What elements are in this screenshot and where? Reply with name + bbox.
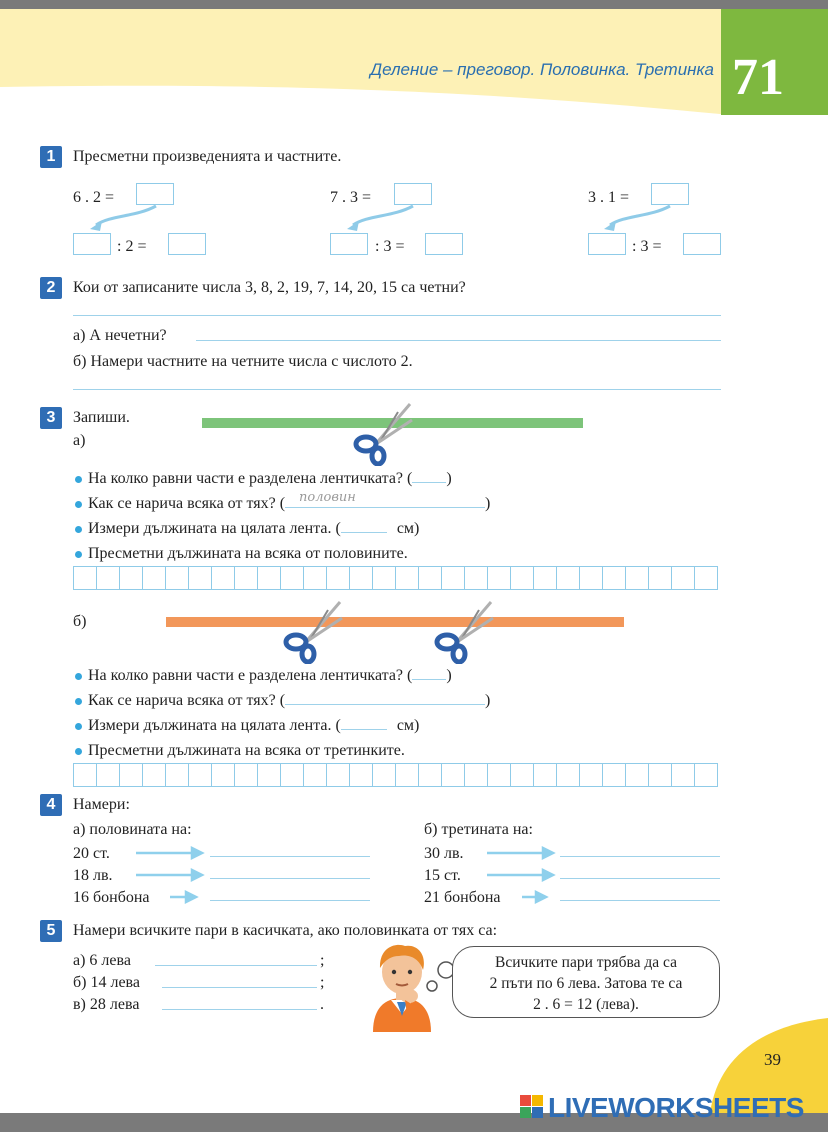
t3b-q2-blank[interactable] [285, 691, 485, 705]
t3a-q1-blank[interactable] [412, 469, 446, 483]
t3a-q1: На колко равни части е разделена лентичката? ( ) [88, 470, 452, 487]
scissors-icon [352, 402, 414, 466]
t4-left-heading: а) половината на: [73, 821, 192, 838]
grid-cell[interactable] [120, 566, 143, 590]
grid-cell[interactable] [419, 566, 442, 590]
t5-item-c-end: . [320, 996, 324, 1013]
t1-g3-arrow-icon [600, 203, 680, 233]
t1-g2-product-box[interactable] [394, 183, 432, 205]
task-2-badge: 2 [40, 277, 62, 299]
t4-left-answer-line[interactable] [210, 856, 370, 857]
t1-g3-dividend-box[interactable] [588, 233, 626, 255]
bullet-dot [75, 501, 82, 508]
t3a-q4: Пресметни дължината на всяка от половините. [88, 545, 408, 562]
grid-cell[interactable] [235, 566, 258, 590]
t3b-q2: Как се нарича всяка от тях? ( ) [88, 692, 491, 709]
grid-cell[interactable] [442, 566, 465, 590]
t3b-answer-grid[interactable] [73, 763, 718, 787]
bullet-dot [75, 698, 82, 705]
grid-cell[interactable] [327, 763, 350, 787]
t3b-q1-blank[interactable] [412, 666, 446, 680]
t3b-q3-blank[interactable] [341, 716, 387, 730]
t1-g2-quotient-box[interactable] [425, 233, 463, 255]
t1-g3-bottom-op: : 3 = [632, 238, 662, 255]
grid-cell[interactable] [143, 566, 166, 590]
grid-cell[interactable] [327, 566, 350, 590]
grid-cell[interactable] [557, 566, 580, 590]
t5-answer-line-b[interactable] [162, 987, 317, 988]
task-1-instruction: Пресметни произведенията и частните. [73, 148, 342, 165]
grid-cell[interactable] [695, 566, 718, 590]
t4-right-item: 15 ст. [424, 867, 461, 884]
task-5-badge: 5 [40, 920, 62, 942]
t5-item-b-end: ; [320, 974, 325, 991]
grid-cell[interactable] [350, 763, 373, 787]
grid-cell[interactable] [143, 763, 166, 787]
grid-cell[interactable] [649, 763, 672, 787]
top-bar [0, 0, 828, 9]
t4-left-answer-line[interactable] [210, 878, 370, 879]
lesson-number: 71 [732, 49, 784, 106]
t3-part-b-label: б) [73, 613, 87, 630]
task-3-instruction: Запиши. [73, 409, 130, 426]
t1-g1-bottom-op: : 2 = [117, 238, 147, 255]
t5-item-a-end: ; [320, 952, 325, 969]
grid-cell[interactable] [603, 566, 626, 590]
liveworksheets-logo-text[interactable]: LIVEWORKSHEETS [548, 1092, 804, 1123]
grid-cell[interactable] [212, 763, 235, 787]
page-number: 39 [764, 1050, 781, 1069]
t2-even-answer-line[interactable] [73, 315, 721, 316]
t4-right-item: 21 бонбона [424, 889, 501, 906]
grid-cell[interactable] [534, 763, 557, 787]
grid-cell[interactable] [649, 566, 672, 590]
grid-cell[interactable] [695, 763, 718, 787]
grid-cell[interactable] [511, 763, 534, 787]
orange-strip [166, 617, 624, 627]
bubble-line: 2 пъти по 6 лева. Затова те са [489, 975, 683, 992]
task-3-badge: 3 [40, 407, 62, 429]
grid-cell[interactable] [396, 566, 419, 590]
t4-right-answer-line[interactable] [560, 900, 720, 901]
t3-part-a-label: а) [73, 432, 86, 449]
t2-quotients-answer-line[interactable] [73, 389, 721, 390]
t1-g1-product-box[interactable] [136, 183, 174, 205]
thought-bubble [452, 946, 720, 1018]
grid-cell[interactable] [189, 763, 212, 787]
grid-cell[interactable] [166, 763, 189, 787]
grid-cell[interactable] [396, 763, 419, 787]
grid-cell[interactable] [97, 763, 120, 787]
t1-g2-bottom-op: : 3 = [375, 238, 405, 255]
t3a-q2-blank[interactable] [285, 490, 485, 508]
scissors-icon [433, 600, 495, 664]
t1-g2-dividend-box[interactable] [330, 233, 368, 255]
t3a-q3: Измери дължината на цялата лента. ( см) [88, 520, 420, 537]
grid-cell[interactable] [626, 566, 649, 590]
grid-cell[interactable] [534, 566, 557, 590]
t1-g2-top-expr: 7 . 3 = [330, 189, 372, 206]
grid-cell[interactable] [672, 763, 695, 787]
task-4-instruction: Намери: [73, 796, 130, 813]
t2-b-label: б) Намери частните на четните числа с числото 2. [73, 353, 413, 370]
bullet-dot [75, 748, 82, 755]
t4-right-item: 30 лв. [424, 845, 464, 862]
task-4-badge: 4 [40, 794, 62, 816]
scissors-icon [282, 600, 344, 664]
t5-answer-line-a[interactable] [155, 965, 317, 966]
grid-cell[interactable] [74, 566, 97, 590]
t5-item-b: б) 14 лева [73, 974, 140, 991]
grid-cell[interactable] [74, 763, 97, 787]
t2-a-label: а) А нечетни? [73, 327, 167, 344]
t2-odd-answer-line[interactable] [196, 340, 721, 341]
t4-left-answer-line[interactable] [210, 900, 370, 901]
grid-cell[interactable] [442, 763, 465, 787]
grid-cell[interactable] [626, 763, 649, 787]
grid-cell[interactable] [235, 763, 258, 787]
grid-cell[interactable] [580, 566, 603, 590]
grid-cell[interactable] [120, 763, 143, 787]
t5-answer-line-c[interactable] [162, 1009, 317, 1010]
grid-cell[interactable] [304, 763, 327, 787]
grid-cell[interactable] [672, 566, 695, 590]
grid-cell[interactable] [304, 566, 327, 590]
grid-cell[interactable] [465, 763, 488, 787]
task-2-question: Кои от записаните числа 3, 8, 2, 19, 7, 14, 20, 15 са четни? [73, 279, 466, 296]
grid-cell[interactable] [373, 763, 396, 787]
t1-g3-top-expr: 3 . 1 = [588, 189, 630, 206]
t3a-answer-grid[interactable] [73, 566, 718, 590]
grid-cell[interactable] [258, 763, 281, 787]
task-5-instruction: Намери всичките пари в касичката, ако половинката от тях са: [73, 922, 498, 939]
grid-cell[interactable] [603, 763, 626, 787]
t1-g2-arrow-icon [343, 203, 423, 233]
grid-cell[interactable] [465, 566, 488, 590]
t1-g3-quotient-box[interactable] [683, 233, 721, 255]
t5-item-a: а) 6 лева [73, 952, 131, 969]
t3a-q2: Как се нарича всяка от тях? ( половин ) [88, 490, 491, 512]
bubble-line: 2 . 6 = 12 (лева). [533, 996, 639, 1013]
t4-left-item: 20 ст. [73, 845, 110, 862]
bullet-dot [75, 551, 82, 558]
t1-g1-arrow-icon [86, 203, 166, 233]
page-title: Деление – преговор. Половинка. Третинка [370, 60, 714, 79]
grid-cell[interactable] [97, 566, 120, 590]
grid-cell[interactable] [511, 566, 534, 590]
bullet-dot [75, 723, 82, 730]
t3b-q1: На колко равни части е разделена лентичката? ( ) [88, 667, 452, 684]
t4-right-answer-line[interactable] [560, 878, 720, 879]
t3b-q3: Измери дължината на цялата лента. ( см) [88, 717, 420, 734]
grid-cell[interactable] [350, 566, 373, 590]
grid-cell[interactable] [419, 763, 442, 787]
bullet-dot [75, 476, 82, 483]
bubble-line: Всичките пари трябва да са [495, 954, 677, 971]
grid-cell[interactable] [373, 566, 396, 590]
t3a-q3-blank[interactable] [341, 519, 387, 533]
liveworksheets-logo-icon [520, 1095, 544, 1119]
bullet-dot [75, 526, 82, 533]
grid-cell[interactable] [258, 566, 281, 590]
grid-cell[interactable] [166, 566, 189, 590]
grid-cell[interactable] [488, 566, 511, 590]
t4-right-answer-line[interactable] [560, 856, 720, 857]
grid-cell[interactable] [557, 763, 580, 787]
t1-g1-top-expr: 6 . 2 = [73, 189, 115, 206]
grid-cell[interactable] [281, 566, 304, 590]
task-1-badge: 1 [40, 146, 62, 168]
grid-cell[interactable] [488, 763, 511, 787]
t3a-q2-hint: половин [299, 490, 356, 505]
grid-cell[interactable] [281, 763, 304, 787]
t4-left-item: 16 бонбона [73, 889, 150, 906]
grid-cell[interactable] [580, 763, 603, 787]
t1-g1-quotient-box[interactable] [168, 233, 206, 255]
bullet-dot [75, 673, 82, 680]
grid-cell[interactable] [212, 566, 235, 590]
t4-right-heading: б) третината на: [424, 821, 533, 838]
grid-cell[interactable] [189, 566, 212, 590]
t1-g1-dividend-box[interactable] [73, 233, 111, 255]
t4-left-item: 18 лв. [73, 867, 113, 884]
t3b-q4: Пресметни дължината на всяка от третинките. [88, 742, 405, 759]
t5-item-c: в) 28 лева [73, 996, 140, 1013]
t1-g3-product-box[interactable] [651, 183, 689, 205]
